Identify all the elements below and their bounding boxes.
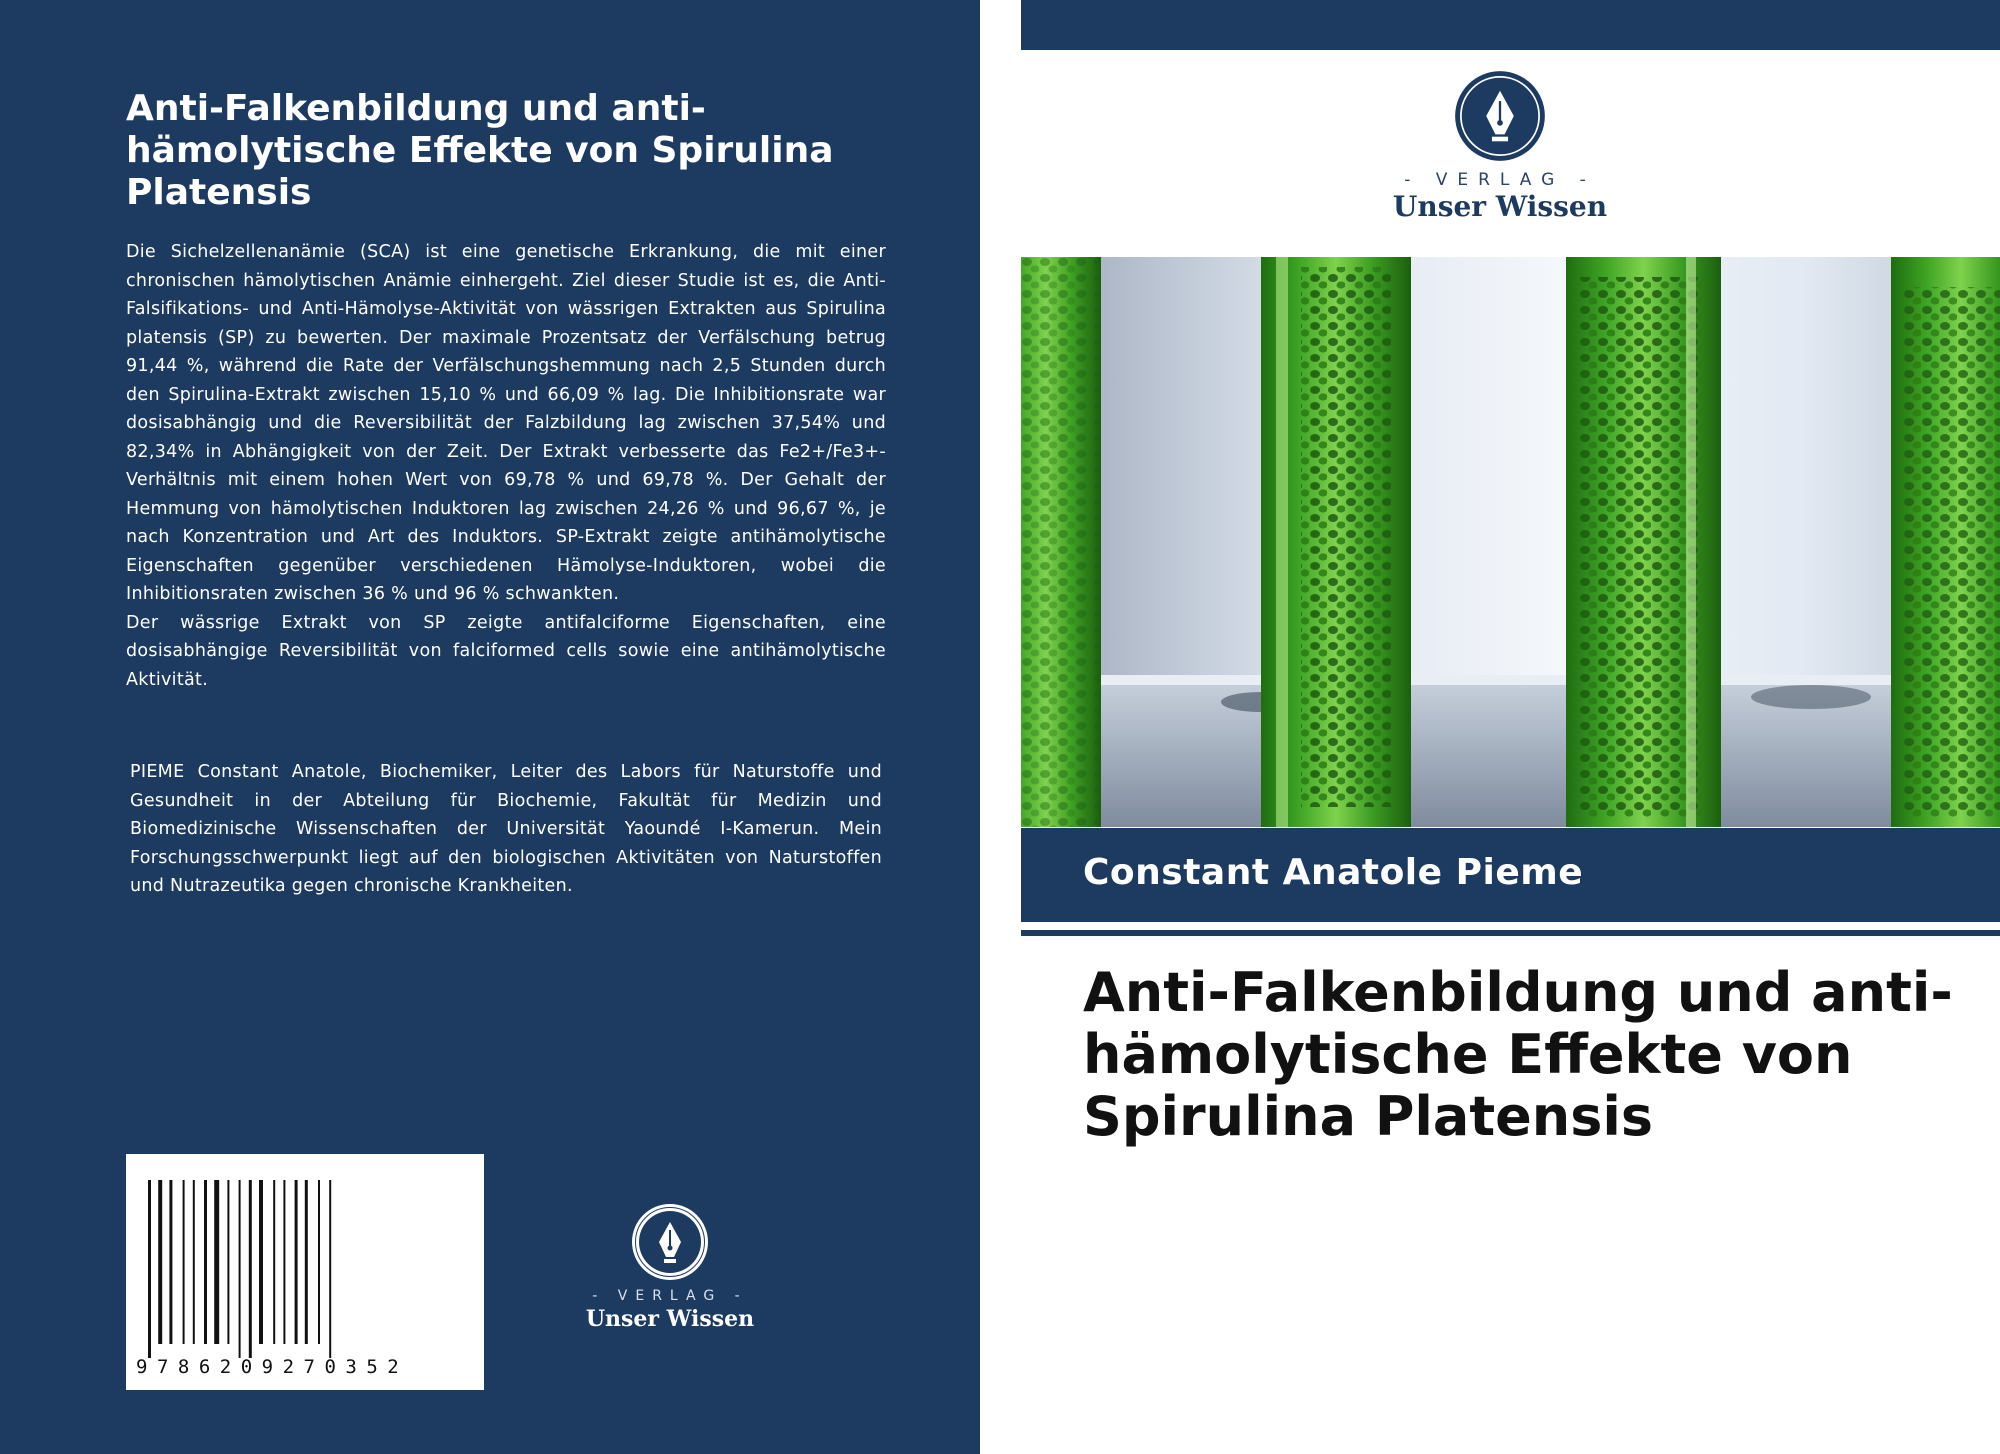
publisher-brand: Unser Wissen bbox=[1392, 190, 1608, 223]
front-top-bar bbox=[1021, 0, 2000, 50]
abstract-paragraph: Die Sichelzellenanämie (SCA) ist eine genetische Erkrankung, die mit einer chronischen hämolytischen Anämie einhergeht. Ziel dieser Studie ist es, die Anti-Falsifikations- und Anti-Hämolyse-Aktivität von wässrigen Extrakten aus Spirulina platensis (SP) zu bewerten. Der maximale Prozentsatz der Verfälschung betrug 91,44 %, während die Rate der Verfälschungshemmung nach 2,5 Stunden durch den Spirulina-Extrakt zwischen 15,10 % und 66,09 % lag. Die Inhibitionsrate war dosisabhängig und die Reversibilität der Falzbildung lag zwischen 37,54% und 82,34% in Abhängigkeit von der Zeit. Der Extrakt verbesserte das Fe2+/Fe3+-Verhältnis mit einem hohen Wert von 69,78 % und 69,78 %. Der Gehalt der Hemmung von hämolytischen Induktoren lag zwischen 24,26 % und 96,67 %, je nach Konzentration und Art des Induktors. SP-Extrakt zeigte antihämolytische Eigenschaften gegenüber verschiedenen Hämolyse-Induktoren, wobei die Inhibitionsraten zwischen 36 % und 96 % schwankten. bbox=[126, 242, 886, 604]
isbn-digits: 9786209270352 bbox=[136, 1356, 409, 1378]
test-tubes-with-spirulina-photo bbox=[1021, 257, 2000, 827]
fountain-pen-nib-seal-icon bbox=[1454, 70, 1546, 162]
isbn-barcode bbox=[126, 1154, 484, 1390]
publisher-brand: Unser Wissen bbox=[585, 1306, 755, 1332]
publisher-verlag-label: - VERLAG - bbox=[1404, 170, 1596, 190]
author-band bbox=[1021, 828, 2000, 922]
back-cover bbox=[0, 0, 980, 1454]
back-cover-title: Anti-Falkenbildung und anti-hämolytische Effekte von Spirulina Platensis bbox=[126, 88, 834, 213]
author-name: Constant Anatole Pieme bbox=[1083, 852, 1584, 893]
divider bbox=[1021, 930, 2000, 936]
abstract-paragraph: Der wässrige Extrakt von SP zeigte antifalciforme Eigenschaften, eine dosisabhängige Reversibilität von falciformed cells sowie eine antihämolytische Aktivität. bbox=[126, 612, 886, 690]
barcode-icon bbox=[126, 1154, 484, 1390]
author-bio: PIEME Constant Anatole, Biochemiker, Leiter des Labors für Naturstoffe und Gesundheit in der Abteilung für Biochemie, Fakultät für Medizin und Biomedizinische Wissenschaften der Universität Yaoundé I-Kamerun. Mein Forschungsschwerpunkt liegt auf den biologischen Aktivitäten von Naturstoffen und Nutrazeutika gegen chronische Krankheiten. bbox=[130, 762, 882, 896]
back-publisher-logo bbox=[560, 1202, 780, 1342]
fountain-pen-nib-seal-icon bbox=[630, 1202, 710, 1282]
back-cover-abstract bbox=[126, 238, 886, 694]
front-publisher-logo bbox=[1300, 70, 1700, 223]
publisher-verlag-label: - VERLAG - bbox=[592, 1288, 748, 1304]
cover-photo-illustration bbox=[1021, 257, 2000, 827]
front-cover-title: Anti-Falkenbildung und anti-hämolytische Effekte von Spirulina Platensis bbox=[1083, 961, 1953, 1148]
